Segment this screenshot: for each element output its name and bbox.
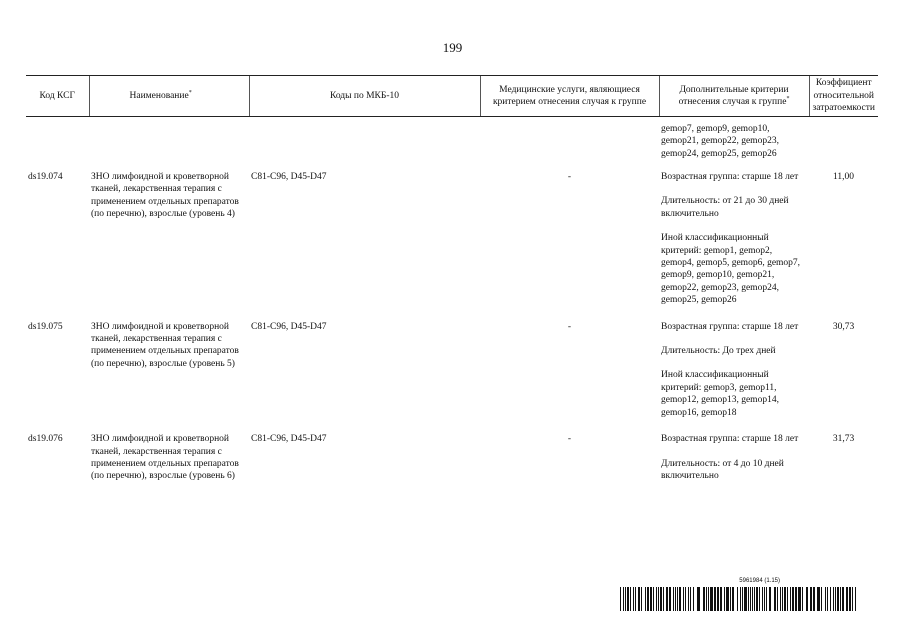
barcode-bar [650, 587, 652, 611]
criterion-duration: Длительность: от 4 до 10 дней включительно [661, 458, 784, 481]
barcode-bar [813, 587, 815, 611]
barcode-bar [717, 587, 719, 611]
row-mkb: C81-C96, D45-D47 [251, 321, 327, 332]
row-services: - [567, 172, 572, 182]
row-name: ЗНО лимфоидной и кроветворной тканей, лекарственная терапия с применением отдельных препаратов (по перечню), взрослые (уровень 4) [91, 172, 239, 220]
continuation-row [26, 117, 878, 164]
barcode-bar [842, 587, 844, 611]
barcode-bar [726, 587, 729, 611]
barcode-bar [795, 587, 797, 611]
barcode-bar [669, 587, 671, 611]
header-name-text: Наименование [129, 90, 189, 101]
barcode-bar [852, 587, 853, 611]
page-number: 199 [442, 40, 463, 55]
barcode-bar [737, 587, 738, 611]
barcode-bar [769, 587, 771, 611]
barcode-bar [784, 587, 786, 611]
barcode-bar [810, 587, 812, 611]
barcode-bar [679, 587, 681, 611]
barcode-bar [835, 587, 836, 611]
barcode-bar [724, 587, 725, 611]
barcode-bar [849, 587, 851, 611]
barcode-bar [730, 587, 731, 611]
ksg-table [26, 75, 878, 488]
barcode-bar [833, 587, 834, 611]
barcode-bar [782, 587, 783, 611]
barcode-bar [683, 587, 684, 611]
header-name [89, 76, 249, 117]
barcode-bar [710, 587, 713, 611]
row-code: ds19.075 [28, 321, 63, 332]
barcode-bar [697, 587, 700, 611]
barcode-bar [690, 587, 691, 611]
barcode-bar [742, 587, 743, 611]
barcode-bar [766, 587, 767, 611]
barcode-bar [750, 587, 751, 611]
barcode-bar [792, 587, 794, 611]
row-code: ds19.074 [28, 172, 63, 182]
barcode-bar [744, 587, 747, 611]
table-header-row [26, 76, 878, 117]
row-criteria [659, 163, 809, 313]
barcode-bar [798, 587, 801, 611]
barcode-bar [720, 587, 722, 611]
header-mkb-text: Коды по МКБ-10 [329, 90, 400, 101]
barcode-bar [625, 587, 626, 611]
header-services-text: Медицинские услуги, являющиеся критерием отнесения случая к группе [492, 84, 647, 107]
barcode-bar [703, 587, 705, 611]
barcode-bar [656, 587, 657, 611]
barcode-bar [630, 587, 631, 611]
barcode-bar [708, 587, 709, 611]
table-row [26, 425, 878, 488]
barcode-bar [840, 587, 841, 611]
barcode-label: 5961984 (1.15) [739, 578, 780, 584]
criterion-duration: Длительность: До трех дней [661, 346, 776, 357]
barcode-bar [764, 587, 765, 611]
barcode-bar [666, 587, 668, 611]
row-criteria [659, 425, 809, 488]
barcode-image [620, 587, 858, 611]
header-services [480, 76, 659, 117]
barcode-bar [660, 587, 662, 611]
header-code [26, 76, 89, 117]
barcode-bar [825, 587, 826, 611]
barcode-bar [830, 587, 831, 611]
row-criteria [659, 313, 809, 425]
criterion-other: Иной классификационный критерий: gemop1, gemop2, gemop4, gemop5, gemop6, gemop7, gemop9, gemop10, gemop21, gemop22, gemop23, gemop24, gemop25, gemop26 [661, 233, 801, 306]
header-criteria [659, 76, 809, 117]
barcode-bar [706, 587, 707, 611]
table-row [26, 163, 878, 313]
barcode-bar [855, 587, 856, 611]
barcode-bar [627, 587, 629, 611]
row-mkb: C81-C96, D45-D47 [251, 172, 327, 182]
criterion-other: Иной классификационный критерий: gemop3, gemop11, gemop12, gemop13, gemop14, gemop16, gemop18 [661, 370, 779, 418]
row-services: - [567, 321, 572, 332]
barcode-bar [740, 587, 741, 611]
barcode-bar [633, 587, 634, 611]
barcode-bar [774, 587, 776, 611]
barcode-bar [688, 587, 689, 611]
barcode-bar [748, 587, 749, 611]
barcode-bar [685, 587, 686, 611]
barcode-bar [658, 587, 659, 611]
header-criteria-footnote-mark: * [786, 95, 790, 102]
barcode-bar [752, 587, 753, 611]
barcode-bar [647, 587, 649, 611]
barcode-bar [645, 587, 646, 611]
barcode-bar [821, 587, 822, 611]
table-row [26, 313, 878, 425]
barcode-bar [827, 587, 828, 611]
row-coef: 11,00 [832, 172, 855, 182]
barcode-bar [620, 587, 621, 611]
criterion-age: Возрастная группа: старше 18 лет [661, 321, 799, 332]
row-name: ЗНО лимфоидной и кроветворной тканей, лекарственная терапия с применением отдельных препаратов (по перечню), взрослые (уровень 6) [91, 434, 239, 482]
barcode-bar [762, 587, 763, 611]
barcode-bar [756, 587, 758, 611]
header-name-footnote-mark: * [188, 89, 192, 96]
barcode-bar [675, 587, 676, 611]
barcode-bar [663, 587, 664, 611]
barcode-bar [780, 587, 781, 611]
barcode-bar [790, 587, 791, 611]
barcode-bar [837, 587, 839, 611]
criterion-duration: Длительность: от 21 до 30 дней включительно [661, 196, 789, 219]
barcode-bar [635, 587, 636, 611]
criterion-age: Возрастная группа: старше 18 лет [661, 172, 799, 182]
header-code-text: Код КСГ [39, 90, 75, 101]
barcode-bar [653, 587, 654, 611]
barcode-bar [802, 587, 803, 611]
barcode-bar [714, 587, 716, 611]
barcode-bar [777, 587, 778, 611]
barcode-bar [759, 587, 760, 611]
row-code: ds19.076 [28, 434, 63, 445]
barcode-bar [641, 587, 642, 611]
barcode-bar [732, 587, 734, 611]
header-mkb [249, 76, 480, 117]
barcode-bar [817, 587, 820, 611]
row-coef: 30,73 [832, 321, 855, 332]
barcode-bar [673, 587, 674, 611]
header-criteria-text: Дополнительные критерии отнесения случая к группе [678, 84, 789, 107]
row-name: ЗНО лимфоидной и кроветворной тканей, лекарственная терапия с применением отдельных препаратов (по перечню), взрослые (уровень 5) [91, 321, 239, 369]
barcode-bar [677, 587, 678, 611]
row-mkb: C81-C96, D45-D47 [251, 434, 327, 445]
row-coef: 31,73 [832, 434, 855, 445]
barcode-bar [638, 587, 640, 611]
barcode-bar [754, 587, 755, 611]
row-services: - [567, 434, 572, 445]
barcode-bar [787, 587, 788, 611]
barcode-bar [623, 587, 624, 611]
header-coef-text: Коэффициент относительной затратоемкости [812, 78, 875, 114]
barcode-bar [846, 587, 848, 611]
continuation-criteria: gemop7, gemop9, gemop10, gemop21, gemop22, gemop23, gemop24, gemop25, gemop26 [661, 124, 779, 159]
barcode-bar [693, 587, 694, 611]
header-coef [809, 76, 878, 117]
barcode-bar [806, 587, 808, 611]
criterion-age: Возрастная группа: старше 18 лет [661, 434, 799, 445]
